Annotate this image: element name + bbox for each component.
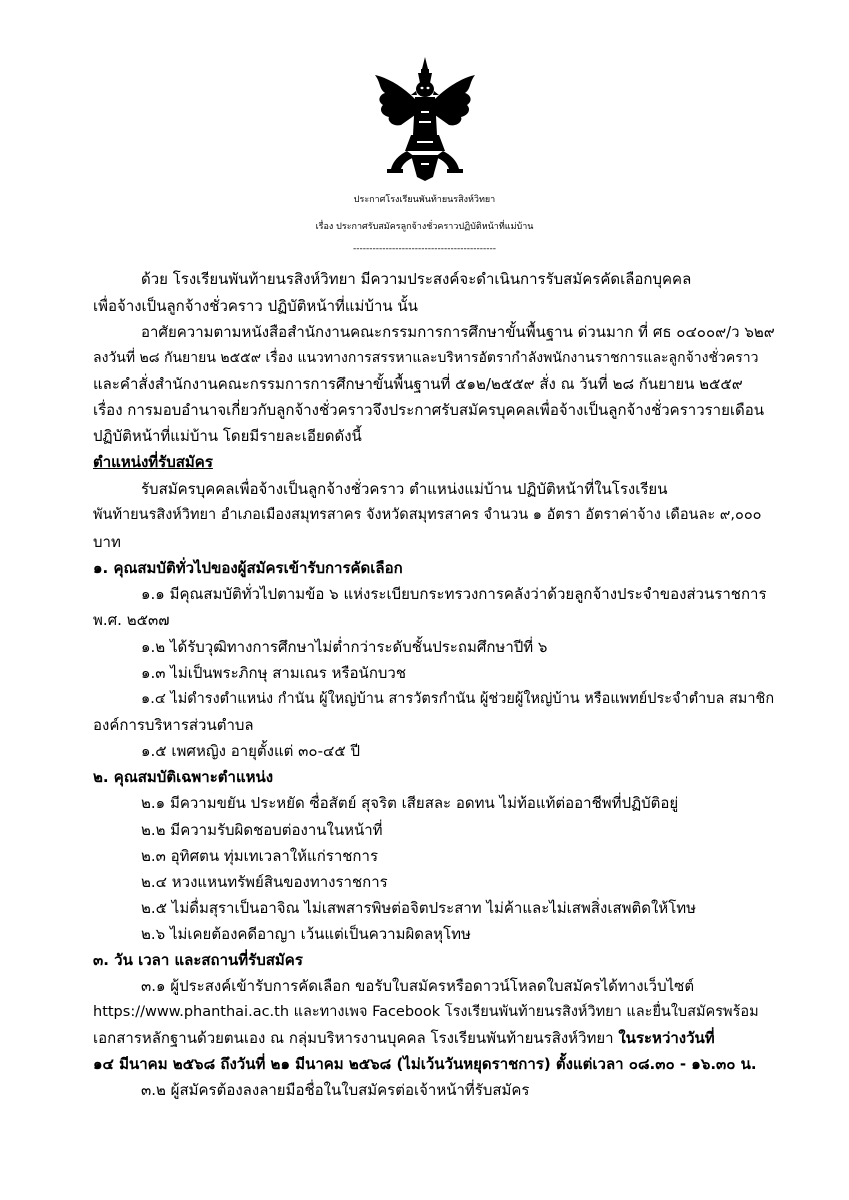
section-1-item: ๑.๕ เพศหญิง อายุตั้งแต่ ๓๐-๔๕ ปี xyxy=(141,742,360,760)
section-2-item: ๒.๓ อุทิศตน ทุ่มเทเวลาให้แก่ราชการ xyxy=(141,847,378,865)
section-1-item: ๑.๓ ไม่เป็นพระภิกษุ สามเณร หรือนักบวช xyxy=(141,664,407,682)
section-1-item: ๑.๒ ได้รับวุฒิทางการศึกษาไม่ต่ำกว่าระดับชั้นประถมศึกษาปีที่ ๖ xyxy=(141,638,548,656)
position-line: บาท xyxy=(93,533,121,551)
section-2-item: ๒.๔ หวงแหนทรัพย์สินของทางราชการ xyxy=(141,873,388,891)
position-heading: ตำแหน่งที่รับสมัคร xyxy=(93,453,213,471)
intro-paragraph-line: ปฏิบัติหน้าที่แม่บ้าน โดยมีรายละเอียดดังนี้ xyxy=(93,427,362,445)
section-2-heading: ๒. คุณสมบัติเฉพาะตำแหน่ง xyxy=(93,768,274,786)
announcement-title: ประกาศโรงเรียนพันท้ายนรสิงห์วิทยา xyxy=(353,195,496,205)
intro-paragraph-line: ด้วย โรงเรียนพันท้ายนรสิงห์วิทยา มีความประสงค์จะดำเนินการรับสมัครคัดเลือกบุคคล xyxy=(141,270,692,288)
section-3-item-text: เอกสารหลักฐานด้วยตนเอง ณ กลุ่มบริหารงานบุคคล โรงเรียนพันท้ายนรสิงห์วิทยา xyxy=(93,1029,619,1047)
section-3-item: https://www.phanthai.ac.th และทางเพจ Facebook โรงเรียนพันท้ายนรสิงห์วิทยา และยื่นใบสมัครพร้อม xyxy=(93,1004,759,1020)
announcement-subject: เรื่อง ประกาศรับสมัครลูกจ้างชั่วคราวปฏิบัติหน้าที่แม่บ้าน xyxy=(315,222,534,232)
section-2-item: ๒.๑ มีความขยัน ประหยัด ซื่อสัตย์ สุจริต เสียสละ อดทน ไม่ท้อแท้ต่ออาชีพที่ปฏิบัติอยู่ xyxy=(141,794,679,812)
section-3-item-bold: ในระหว่างวันที่ xyxy=(618,1029,715,1047)
intro-paragraph-line: เพื่อจ้างเป็นลูกจ้างชั่วคราว ปฏิบัติหน้าที่แม่บ้าน นั้น xyxy=(93,297,418,315)
section-1-item: ๑.๑ มีคุณสมบัติทั่วไปตามข้อ ๖ แห่งระเบียบกระทรวงการคลังว่าด้วยลูกจ้างประจำของส่วนราชการ xyxy=(141,585,767,603)
section-1-item: ๑.๔ ไม่ดำรงตำแหน่ง กำนัน ผู้ใหญ่บ้าน สารวัตรกำนัน ผู้ช่วยผู้ใหญ่บ้าน หรือแพทย์ประจำตำบล สมาชิก xyxy=(141,691,775,707)
section-3-item xyxy=(93,1028,715,1050)
position-line: รับสมัครบุคคลเพื่อจ้างเป็นลูกจ้างชั่วคราว ตำแหน่งแม่บ้าน ปฏิบัติหน้าที่ในโรงเรียน xyxy=(141,480,668,498)
section-3-item: ๓.๑ ผู้ประสงค์เข้ารับการคัดเลือก ขอรับใบสมัครหรือดาวน์โหลดใบสมัครได้ทางเว็บไซต์ xyxy=(141,977,695,995)
position-line: พันท้ายนรสิงห์วิทยา อำเภอเมืองสมุทรสาคร จังหวัดสมุทรสาคร จำนวน ๑ อัตรา อัตราค่าจ้าง เดือนละ ๙,๐๐๐ xyxy=(93,507,762,523)
section-2-item: ๒.๖ ไม่เคยต้องคดีอาญา เว้นแต่เป็นความผิดลหุโทษ xyxy=(141,925,471,943)
section-1-item: องค์การบริหารส่วนตำบล xyxy=(93,716,254,734)
intro-paragraph-line: เรื่อง การมอบอำนาจเกี่ยวกับลูกจ้างชั่วคราวจึงประกาศรับสมัครบุคคลเพื่อจ้างเป็นลูกจ้างชั่วคราวรายเดือน xyxy=(93,401,765,419)
intro-paragraph-line: และคำสั่งสำนักงานคณะกรรมการการศึกษาขั้นพื้นฐานที่ ๕๑๒/๒๕๕๙ สั่ง ณ วันที่ ๒๘ กันยายน ๒๕๕๙ xyxy=(93,375,743,393)
section-1-item: พ.ศ. ๒๕๓๗ xyxy=(93,611,170,629)
intro-paragraph-line: อาศัยความตามหนังสือสำนักงานคณะกรรมการการศึกษาขั้นพื้นฐาน ด่วนมาก ที่ ศธ ๐๔๐๐๙/ว ๖๒๙ xyxy=(141,323,775,341)
intro-paragraph-line: ลงวันที่ ๒๘ กันยายน ๒๕๕๙ เรื่อง แนวทางการสรรหาและบริหารอัตรากำลังพนักงานราชการและลูกจ้างชั่วคราว xyxy=(93,350,759,366)
header-divider: -------------------------------------------- xyxy=(353,244,496,254)
section-1-heading: ๑. คุณสมบัติทั่วไปของผู้สมัครเข้ารับการคัดเลือก xyxy=(93,559,403,577)
garuda-emblem-icon xyxy=(371,55,479,183)
section-2-item: ๒.๕ ไม่ดื่มสุราเป็นอาจิณ ไม่เสพสารพิษต่อจิตประสาท ไม่ค้าและไม่เสพสิ่งเสพติดให้โทษ xyxy=(141,899,697,917)
section-3-item: ๓.๒ ผู้สมัครต้องลงลายมือชื่อในใบสมัครต่อเจ้าหน้าที่รับสมัคร xyxy=(141,1081,530,1099)
section-2-item: ๒.๒ มีความรับผิดชอบต่องานในหน้าที่ xyxy=(141,821,383,839)
application-period: ๑๔ มีนาคม ๒๕๖๘ ถึงวันที่ ๒๑ มีนาคม ๒๕๖๘ (ไม่เว้นวันหยุดราชการ) ตั้งแต่เวลา ๐๘.๓๐ - ๑๖.๓๐ น. xyxy=(93,1055,757,1073)
section-3-heading: ๓. วัน เวลา และสถานที่รับสมัคร xyxy=(93,951,303,969)
